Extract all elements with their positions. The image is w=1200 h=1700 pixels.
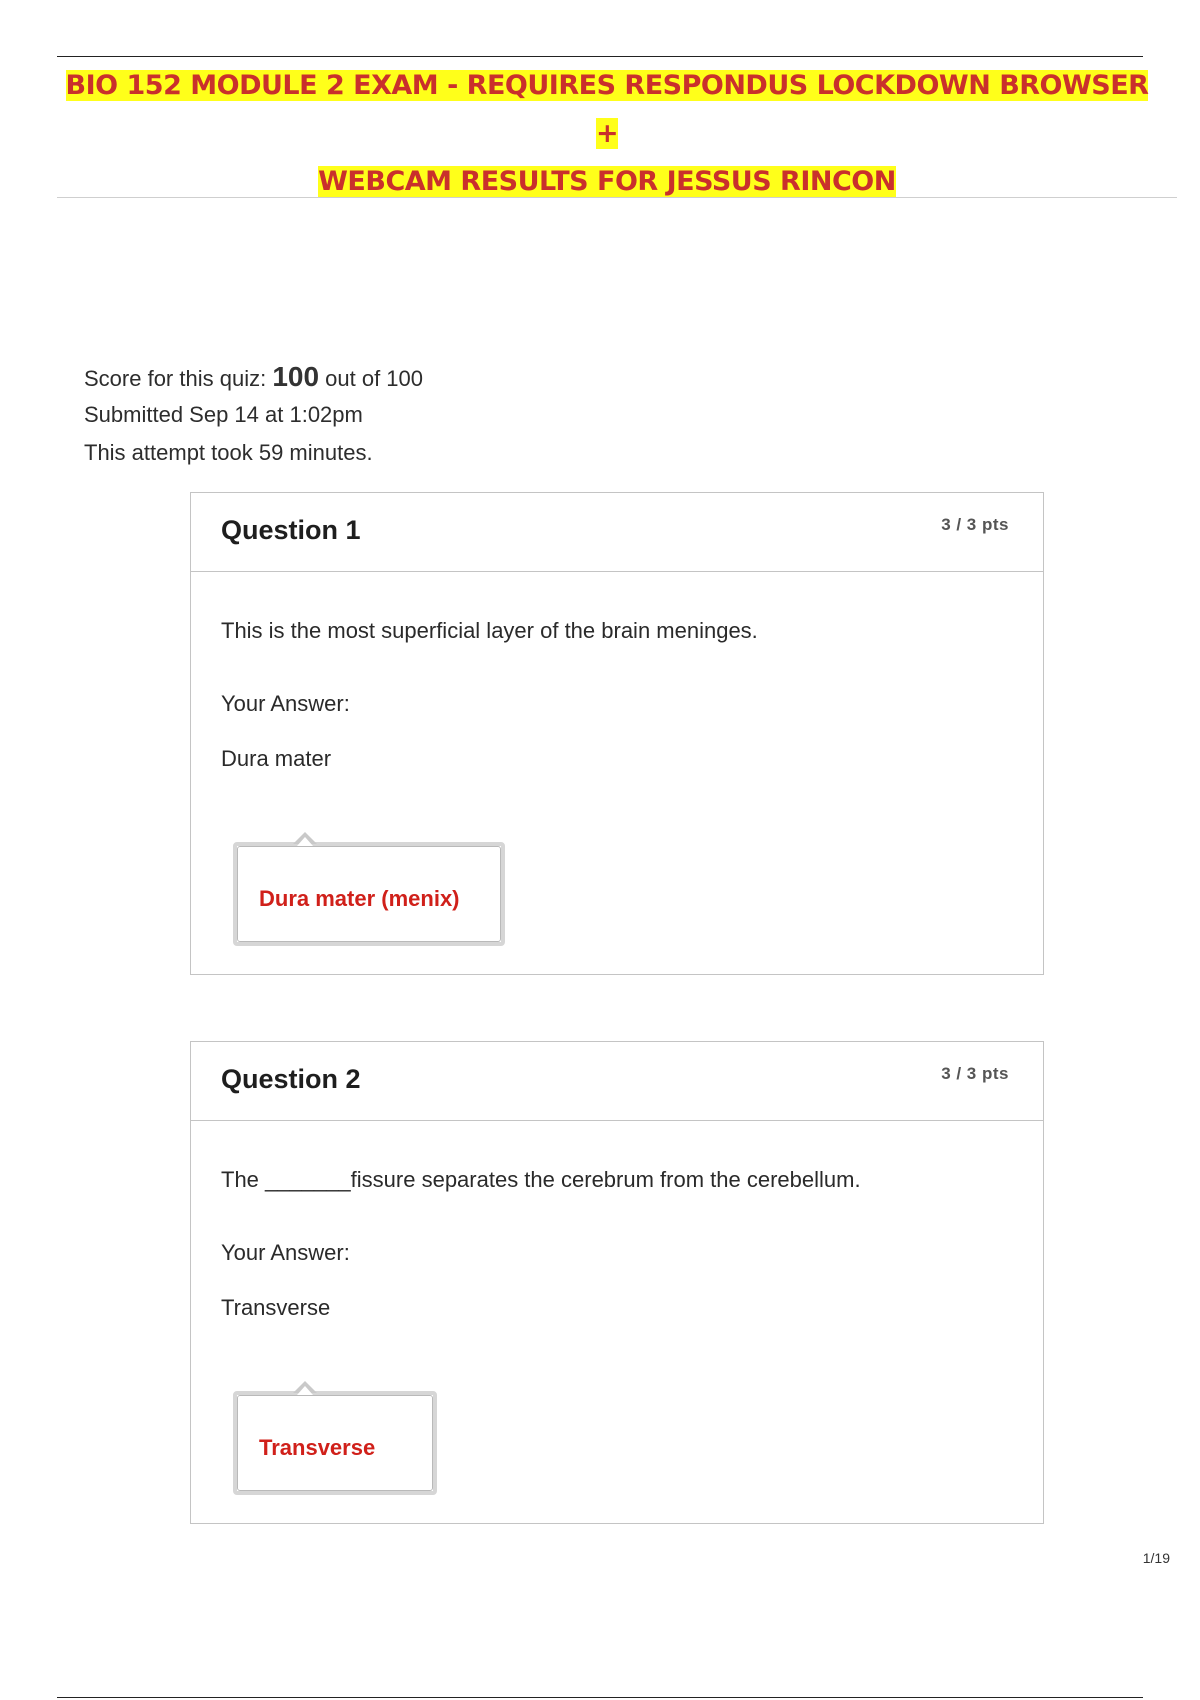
your-answer-value: Transverse (221, 1295, 331, 1320)
top-rule (57, 56, 1143, 57)
score-suffix: out of 100 (325, 366, 424, 391)
question-header (191, 493, 1043, 572)
correct-answer-box (233, 842, 505, 946)
question-header (191, 1042, 1043, 1121)
score-row (84, 358, 423, 396)
title-line-1: BIO 152 MODULE 2 EXAM - REQUIRES RESPONDUS LOCKDOWN BROWSER + (65, 70, 1149, 149)
question-title: Question 2 (221, 1064, 361, 1094)
score-value: 100 (272, 361, 320, 392)
question-points: 3 / 3 pts (941, 1064, 1009, 1083)
correct-answer-box (233, 1391, 437, 1495)
question-text: The _______fissure separates the cerebrum from the cerebellum. (221, 1167, 861, 1192)
duration-text: This attempt took 59 minutes. (84, 440, 373, 465)
question-text: This is the most superficial layer of the brain meninges. (221, 618, 758, 643)
your-answer-value: Dura mater (221, 746, 332, 771)
correct-answer-text: Transverse (259, 1435, 376, 1460)
page-number: 1/19 (1142, 1550, 1170, 1566)
document-title (57, 62, 1157, 206)
your-answer-label: Your Answer: (221, 691, 350, 716)
question-title: Question 1 (221, 515, 361, 545)
your-answer-label: Your Answer: (221, 1240, 350, 1265)
correct-answer-text: Dura mater (menix) (259, 886, 460, 911)
question-card-2 (190, 1041, 1044, 1524)
question-card-1 (190, 492, 1044, 975)
quiz-summary (84, 358, 423, 472)
title-line-2: WEBCAM RESULTS FOR JESSUS RINCON (318, 166, 896, 197)
question-points: 3 / 3 pts (941, 515, 1009, 534)
score-label: Score for this quiz: (84, 366, 267, 391)
bottom-rule (57, 1697, 1143, 1698)
submitted-text: Submitted Sep 14 at 1:02pm (84, 402, 363, 427)
title-divider (57, 197, 1177, 198)
